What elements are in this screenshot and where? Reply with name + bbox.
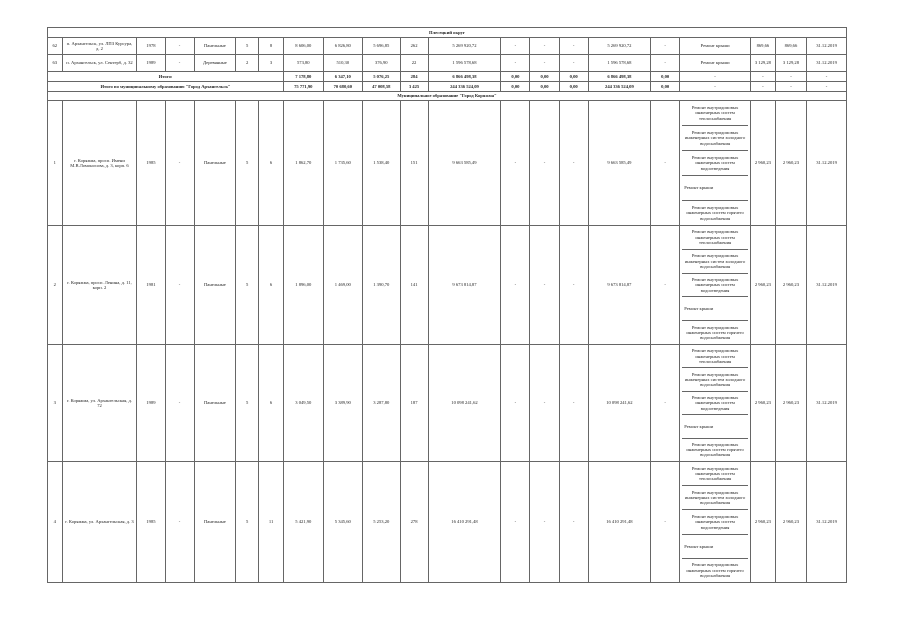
work-list: Ремонт внутридомовых инженерных систем теплоснабжения Ремонт внутридомовых инженерных систем холодного водоснабжения Ремонт внутридомовых инженерных систем водоотведения Ремонт крыши Ремонт внутридомовых инженерных систем горячего водоснабжения xyxy=(680,462,751,583)
section-title: Муниципальное образование "Город Коряжма" xyxy=(48,92,847,101)
work-list: Ремонт внутридомовых инженерных систем теплоснабжения Ремонт внутридомовых инженерных систем холодного водоснабжения Ремонт внутридомовых инженерных систем водоотведения Ремонт крыши Ремонт внутридомовых инженерных систем горячего водоснабжения xyxy=(680,101,751,226)
capital-repair-table xyxy=(47,27,847,583)
table-row: 3 г. Коряжма, ул. Архангельская, д. 72 1989 - Панельные 5 6 3 049,50 3 389,90 3 287,80 187 10 098 241,62 - - - 10 098 241,62 - Ремонт внутридомовых инженерных систем теплоснабжения Ремонт внутридомовых инженерных систем холодного водоснабжения Ремонт внутридомовых инженерных систем водоотведения Ремонт крыши Ремонт внутридомовых инженерных систем горячего водоснабжения 2 960,23 2 960,23 31.12.2019 xyxy=(48,345,847,462)
table-row: 63 п. Архангельск, ул. Сентерб, д. 32 1989 - Деревянные 2 3 573,80 510,30 376,90 22 1 596 578,68 - - - 1 596 578,68 - Ремонт крыши 3 129,28 3 129,28 31.12.2019 xyxy=(48,55,847,72)
total-row: Итого: 7 178,80 6 347,10 5 076,25 284 6 866 498,38 0,00 0,00 0,00 6 866 498,38 0,00 - - - - xyxy=(48,72,847,82)
section-row xyxy=(48,92,847,101)
table-row: 4 г. Коряжма, ул. Архангельская, д. 3 1985 - Панельные 5 11 5 421,90 5 345,60 5 253,20 278 16 410 291,48 - - - 16 410 291,48 - Ремонт внутридомовых инженерных систем теплоснабжения Ремонт внутридомовых инженерных систем холодного водоснабжения Ремонт внутридомовых инженерных систем водоотведения Ремонт крыши Ремонт внутридомовых инженерных систем горячего водоснабжения 2 960,23 2 960,23 31.12.2019 xyxy=(48,462,847,583)
table-row: 2 г. Коряжма, просп. Ленина, д. 11, корп. 2 1981 - Панельные 5 6 1 896,00 1 469,00 1 390,70 141 9 673 814,87 - - - 9 673 814,87 - Ремонт внутридомовых инженерных систем теплоснабжения Ремонт внутридомовых инженерных систем холодного водоснабжения Ремонт внутридомовых инженерных систем водоотведения Ремонт крыши Ремонт внутридомовых инженерных систем горячего водоснабжения 2 960,23 2 960,23 31.12.2019 xyxy=(48,226,847,345)
grand-total-row: Итого по муниципальному образованию "Город Архангельск" 75 771,90 70 680,60 47 008,58 3 425 244 336 524,09 0,00 0,00 0,00 244 336 524,09 0,00 - - - - xyxy=(48,82,847,92)
table-row: 1 г. Коряжма, просп. Имени М.В.Ломоносова, д. 3, корп. 6 1985 - Панельные 5 6 1 862,70 1 735,60 1 538,40 151 9 663 585,49 - - - 9 663 585,49 - Ремонт внутридомовых инженерных систем теплоснабжения Ремонт внутридомовых инженерных систем холодного водоснабжения Ремонт внутридомовых инженерных систем водоотведения Ремонт крыши Ремонт внутридомовых инженерных систем горячего водоснабжения 2 960,23 2 960,23 31.12.2019 xyxy=(48,101,847,226)
section-title: Плесецкий округ xyxy=(48,28,847,38)
work-list: Ремонт внутридомовых инженерных систем теплоснабжения Ремонт внутридомовых инженерных систем холодного водоснабжения Ремонт внутридомовых инженерных систем водоотведения Ремонт крыши Ремонт внутридомовых инженерных систем горячего водоснабжения xyxy=(680,226,751,345)
section-row xyxy=(48,28,847,38)
work-list: Ремонт внутридомовых инженерных систем теплоснабжения Ремонт внутридомовых инженерных систем холодного водоснабжения Ремонт внутридомовых инженерных систем водоотведения Ремонт крыши Ремонт внутридомовых инженерных систем горячего водоснабжения xyxy=(680,345,751,462)
table-row: 62 п. Архангельск, ул. ЛПЗ Курсура, д. 2 1978 - Панельные 5 8 8 606,00 6 826,80 5 696,85 262 5 269 920,72 - - - 5 269 920,72 - Ремонт крыши 869,66 869,66 31.12.2019 xyxy=(48,38,847,55)
